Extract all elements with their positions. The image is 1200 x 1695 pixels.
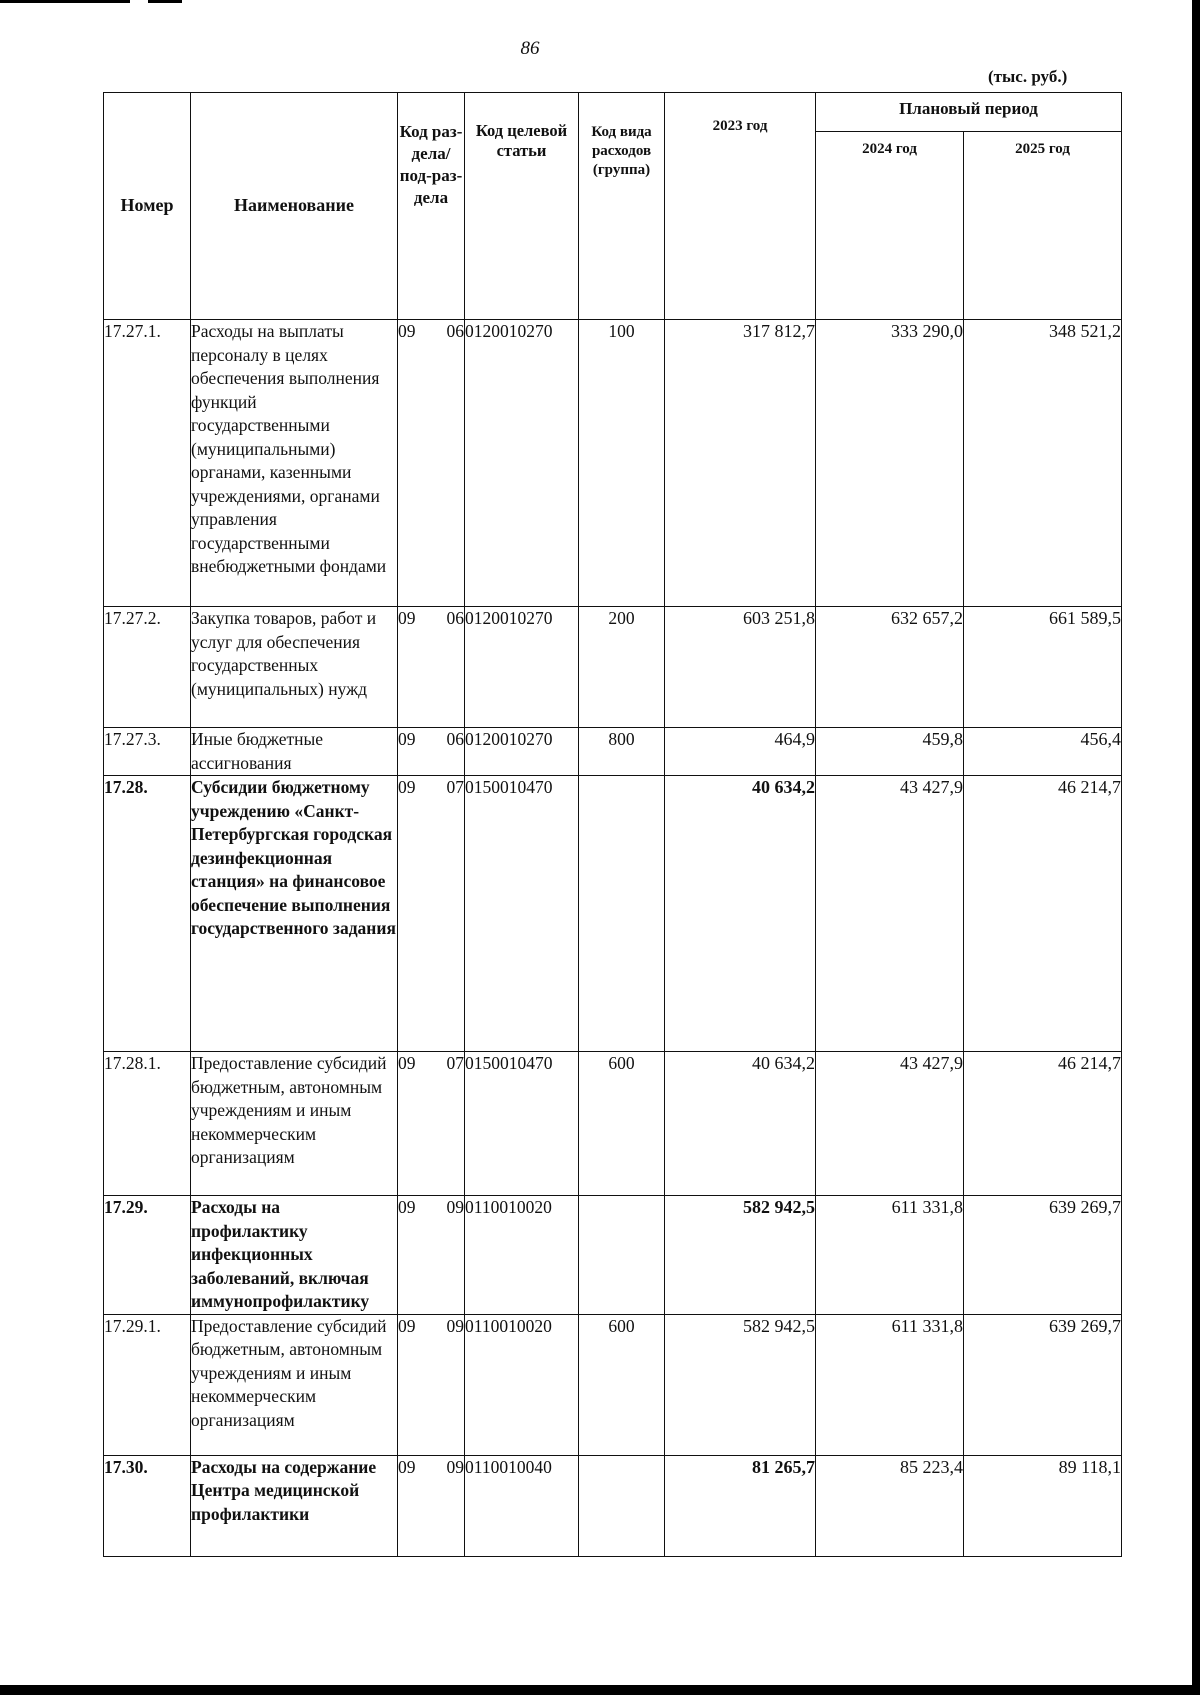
table-row — [104, 607, 1122, 728]
podrazdel-code: 06 — [446, 608, 464, 628]
header-plan-period: Плановый период — [816, 93, 1122, 132]
razdel-code: 09 — [398, 1315, 416, 1336]
podrazdel-code: 09 — [446, 1456, 464, 1477]
header-name: Наименование — [191, 93, 398, 320]
row-2024: 43 427,9 — [816, 776, 964, 1052]
row-tselevaya: 0110010040 — [465, 1455, 579, 1556]
scan-border-bottom — [0, 1685, 1200, 1695]
row-number: 17.27.3. — [104, 728, 191, 776]
row-number: 17.27.2. — [104, 607, 191, 728]
row-2025: 456,4 — [964, 728, 1122, 776]
units-label: (тыс. руб.) — [988, 67, 1068, 86]
row-razdel — [398, 1314, 465, 1455]
row-2025: 348 521,2 — [964, 320, 1122, 607]
row-name: Предоставление субсидий бюджетным, автономным учреждениям и иным некоммерческим организациям — [191, 1052, 398, 1196]
row-2024: 611 331,8 — [816, 1196, 964, 1315]
row-tselevaya: 0110010020 — [465, 1314, 579, 1455]
table-body — [104, 320, 1122, 1557]
row-2025: 639 269,7 — [964, 1196, 1122, 1315]
row-vid-rashodov — [579, 1455, 665, 1556]
row-2024: 85 223,4 — [816, 1455, 964, 1556]
row-2024: 611 331,8 — [816, 1314, 964, 1455]
row-name: Предоставление субсидий бюджетным, автономным учреждениям и иным некоммерческим организациям — [191, 1314, 398, 1455]
table-row — [104, 776, 1122, 1052]
row-2024: 333 290,0 — [816, 320, 964, 607]
row-razdel — [398, 1196, 465, 1315]
header-2025: 2025 год — [964, 132, 1122, 320]
razdel-code: 09 — [398, 321, 416, 341]
header-vid-rashodov: Код вида расходов (группа) — [579, 93, 665, 320]
razdel-code: 09 — [398, 1053, 416, 1073]
row-razdel — [398, 776, 465, 1052]
row-2023: 603 251,8 — [665, 607, 816, 728]
scan-border-right — [1192, 0, 1200, 1695]
row-razdel — [398, 1455, 465, 1556]
podrazdel-code: 09 — [446, 1197, 464, 1217]
row-vid-rashodov: 200 — [579, 607, 665, 728]
row-2025: 46 214,7 — [964, 1052, 1122, 1196]
row-vid-rashodov — [579, 1196, 665, 1315]
row-2023: 317 812,7 — [665, 320, 816, 607]
row-vid-rashodov: 100 — [579, 320, 665, 607]
page-number: 86 — [520, 38, 540, 59]
razdel-code: 09 — [398, 777, 416, 797]
row-number: 17.30. — [104, 1455, 191, 1556]
row-name: Расходы на профилактику инфекционных заболеваний, включая иммунопрофилактику — [191, 1196, 398, 1315]
row-2025: 661 589,5 — [964, 607, 1122, 728]
table-row — [104, 1455, 1122, 1556]
podrazdel-code: 06 — [446, 729, 464, 749]
row-2023: 582 942,5 — [665, 1196, 816, 1315]
header-number: Номер — [104, 93, 191, 320]
row-tselevaya: 0150010470 — [465, 776, 579, 1052]
table-row — [104, 1314, 1122, 1455]
scan-edge-tick — [148, 0, 182, 3]
row-name: Иные бюджетные ассигнования — [191, 728, 398, 776]
row-number: 17.28.1. — [104, 1052, 191, 1196]
row-number: 17.29. — [104, 1196, 191, 1315]
row-vid-rashodov: 800 — [579, 728, 665, 776]
header-2024: 2024 год — [816, 132, 964, 320]
row-name: Расходы на содержание Центра медицинской профилактики — [191, 1455, 398, 1556]
row-razdel — [398, 728, 465, 776]
table-row — [104, 728, 1122, 776]
row-tselevaya: 0120010270 — [465, 728, 579, 776]
header-razdel: Код раз-дела/ под-раз-дела — [398, 93, 465, 320]
podrazdel-code: 09 — [446, 1315, 464, 1336]
row-razdel — [398, 607, 465, 728]
podrazdel-code: 07 — [446, 777, 464, 797]
row-2023: 464,9 — [665, 728, 816, 776]
row-2025: 46 214,7 — [964, 776, 1122, 1052]
row-razdel — [398, 320, 465, 607]
row-2024: 632 657,2 — [816, 607, 964, 728]
row-tselevaya: 0120010270 — [465, 320, 579, 607]
razdel-code: 09 — [398, 729, 416, 749]
scan-edge-line — [0, 0, 130, 3]
row-tselevaya: 0120010270 — [465, 607, 579, 728]
row-number: 17.29.1. — [104, 1314, 191, 1455]
header-tselevaya: Код целевой статьи — [465, 93, 579, 320]
row-vid-rashodov: 600 — [579, 1314, 665, 1455]
row-2023: 40 634,2 — [665, 776, 816, 1052]
row-razdel — [398, 1052, 465, 1196]
razdel-code: 09 — [398, 1456, 416, 1477]
row-2025: 639 269,7 — [964, 1314, 1122, 1455]
table-row — [104, 1196, 1122, 1315]
row-2023: 40 634,2 — [665, 1052, 816, 1196]
table-row — [104, 320, 1122, 607]
row-tselevaya: 0150010470 — [465, 1052, 579, 1196]
budget-table — [103, 92, 1122, 1557]
row-vid-rashodov: 600 — [579, 1052, 665, 1196]
razdel-code: 09 — [398, 608, 416, 628]
row-number: 17.27.1. — [104, 320, 191, 607]
row-2024: 459,8 — [816, 728, 964, 776]
row-vid-rashodov — [579, 776, 665, 1052]
row-2023: 582 942,5 — [665, 1314, 816, 1455]
table-row — [104, 1052, 1122, 1196]
row-tselevaya: 0110010020 — [465, 1196, 579, 1315]
header-2023: 2023 год — [665, 93, 816, 320]
row-2024: 43 427,9 — [816, 1052, 964, 1196]
podrazdel-code: 07 — [446, 1053, 464, 1073]
razdel-code: 09 — [398, 1197, 416, 1217]
row-number: 17.28. — [104, 776, 191, 1052]
row-2025: 89 118,1 — [964, 1455, 1122, 1556]
row-name: Субсидии бюджетному учреждению «Санкт-Петербургская городская дезинфекционная станция» на финансовое обеспечение выполнения государственного задания — [191, 776, 398, 1052]
row-name: Закупка товаров, работ и услуг для обеспечения государственных (муниципальных) нужд — [191, 607, 398, 728]
podrazdel-code: 06 — [446, 321, 464, 341]
row-name: Расходы на выплаты персоналу в целях обеспечения выполнения функций государственными (муниципальными) органами, казенными учреждениями, органами управления государственными внебюджетными фондами — [191, 320, 398, 607]
row-2023: 81 265,7 — [665, 1455, 816, 1556]
